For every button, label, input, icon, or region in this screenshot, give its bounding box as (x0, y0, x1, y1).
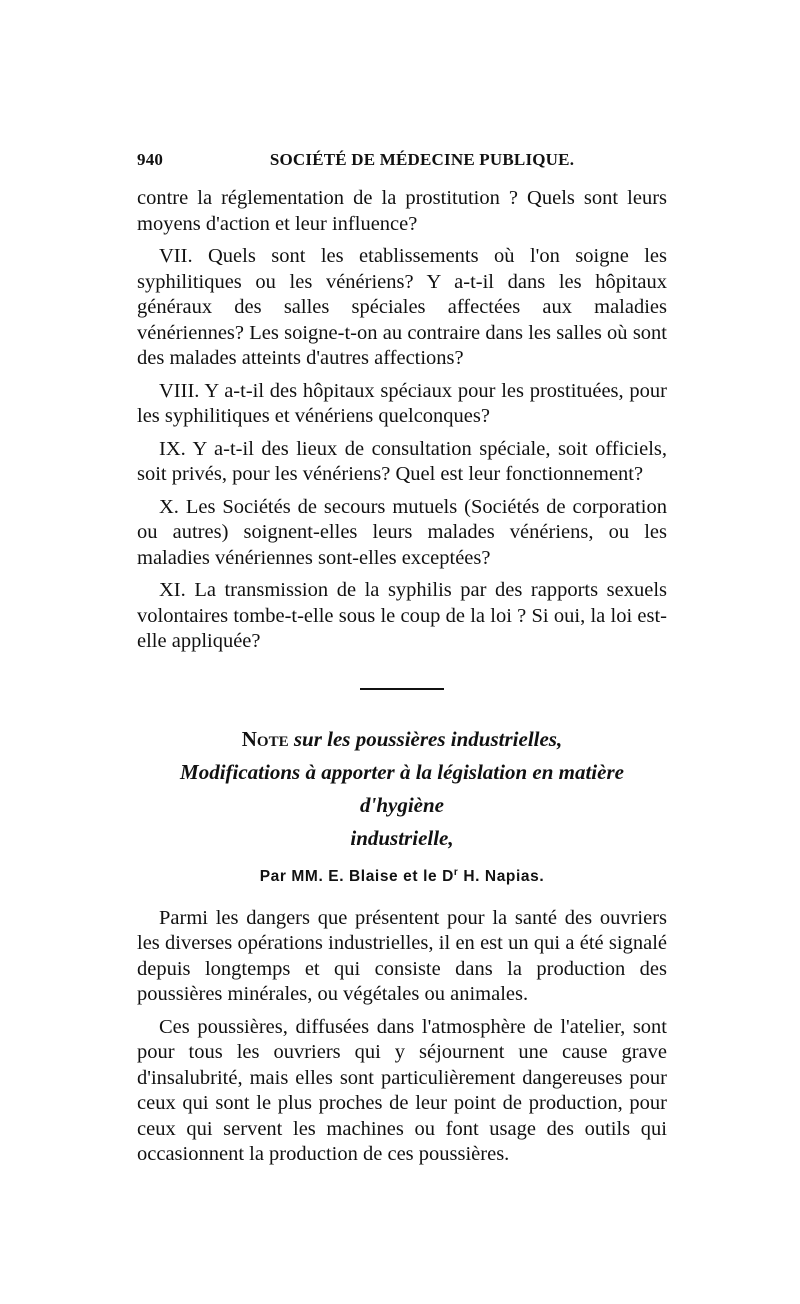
questionnaire-text (137, 186, 667, 655)
question-xi: XI. La transmission de la syphilis par des rapports sexuels volontaires tombe-t-elle sous le coup de la loi ? Si oui, la loi est-elle appliquée? (137, 579, 667, 652)
note-title-lead: Note (241, 726, 289, 751)
article-paragraph-2: Ces poussières, diffusées dans l'atmosphère de l'atelier, sont pour tous les ouvriers qui y séjournent une cause grave d'insalubrité, mais elles sont particulièrement dangereuses pour ceux qui sont le plus proches de leur point de production, pour ceux qui servent les machines ou font usage des outils qui occasionnent la production de ces poussières. (137, 1015, 667, 1166)
running-head (137, 150, 667, 174)
article-body (137, 906, 667, 1168)
byline-suffix: H. Napias. (458, 867, 545, 885)
page-number: 940 (137, 150, 164, 169)
question-x: X. Les Sociétés de secours mutuels (Sociétés de corporation ou autres) soignent-elles leurs malades vénériens, ou les maladies vénériennes sont-elles exceptées? (137, 495, 667, 569)
byline-superscript: r (453, 866, 459, 878)
article-paragraph-1: Parmi les dangers que présentent pour la santé des ouvriers les diverses opérations industrielles, il en est un qui a été signalé depuis longtemps et qui consiste dans la production des poussières minérales, ou végétales ou animales. (137, 906, 667, 1006)
byline-prefix: Par MM. E. Blaise et le D (259, 867, 454, 885)
note-title (137, 723, 667, 855)
author-byline (137, 867, 667, 886)
question-ix: IX. Y a-t-il des lieux de consultation spéciale, soit officiels, soit privés, pour les vénériens? Quel est leur fonctionnement? (137, 437, 667, 485)
question-continuation: contre la réglementation de la prostitution ? Quels sont leurs moyens d'action et leur influence? (137, 187, 667, 235)
book-page (137, 150, 667, 1168)
note-subtitle-line1: Modifications à apporter à la législation en matière d'hygiène (180, 759, 624, 817)
note-title-line (137, 723, 667, 756)
note-subtitle-line2: industrielle, (350, 825, 454, 850)
question-vii: VII. Quels sont les etablissements où l'on soigne les syphilitiques ou les vénériens? Y a-t-il dans les hôpitaux généraux des salles spéciales affectées aux maladies vénériennes? Les soigne-t-on au contraire dans les salles où sont des malades atteints d'autres affections? (137, 245, 667, 369)
question-viii: VIII. Y a-t-il des hôpitaux spéciaux pour les prostituées, pour les syphilitiques et vénériens quelconques? (137, 379, 667, 427)
running-title: SOCIÉTÉ DE MÉDECINE PUBLIQUE. (269, 150, 575, 169)
note-title-rest: sur les poussières industrielles, (293, 726, 563, 751)
section-divider (360, 688, 444, 690)
